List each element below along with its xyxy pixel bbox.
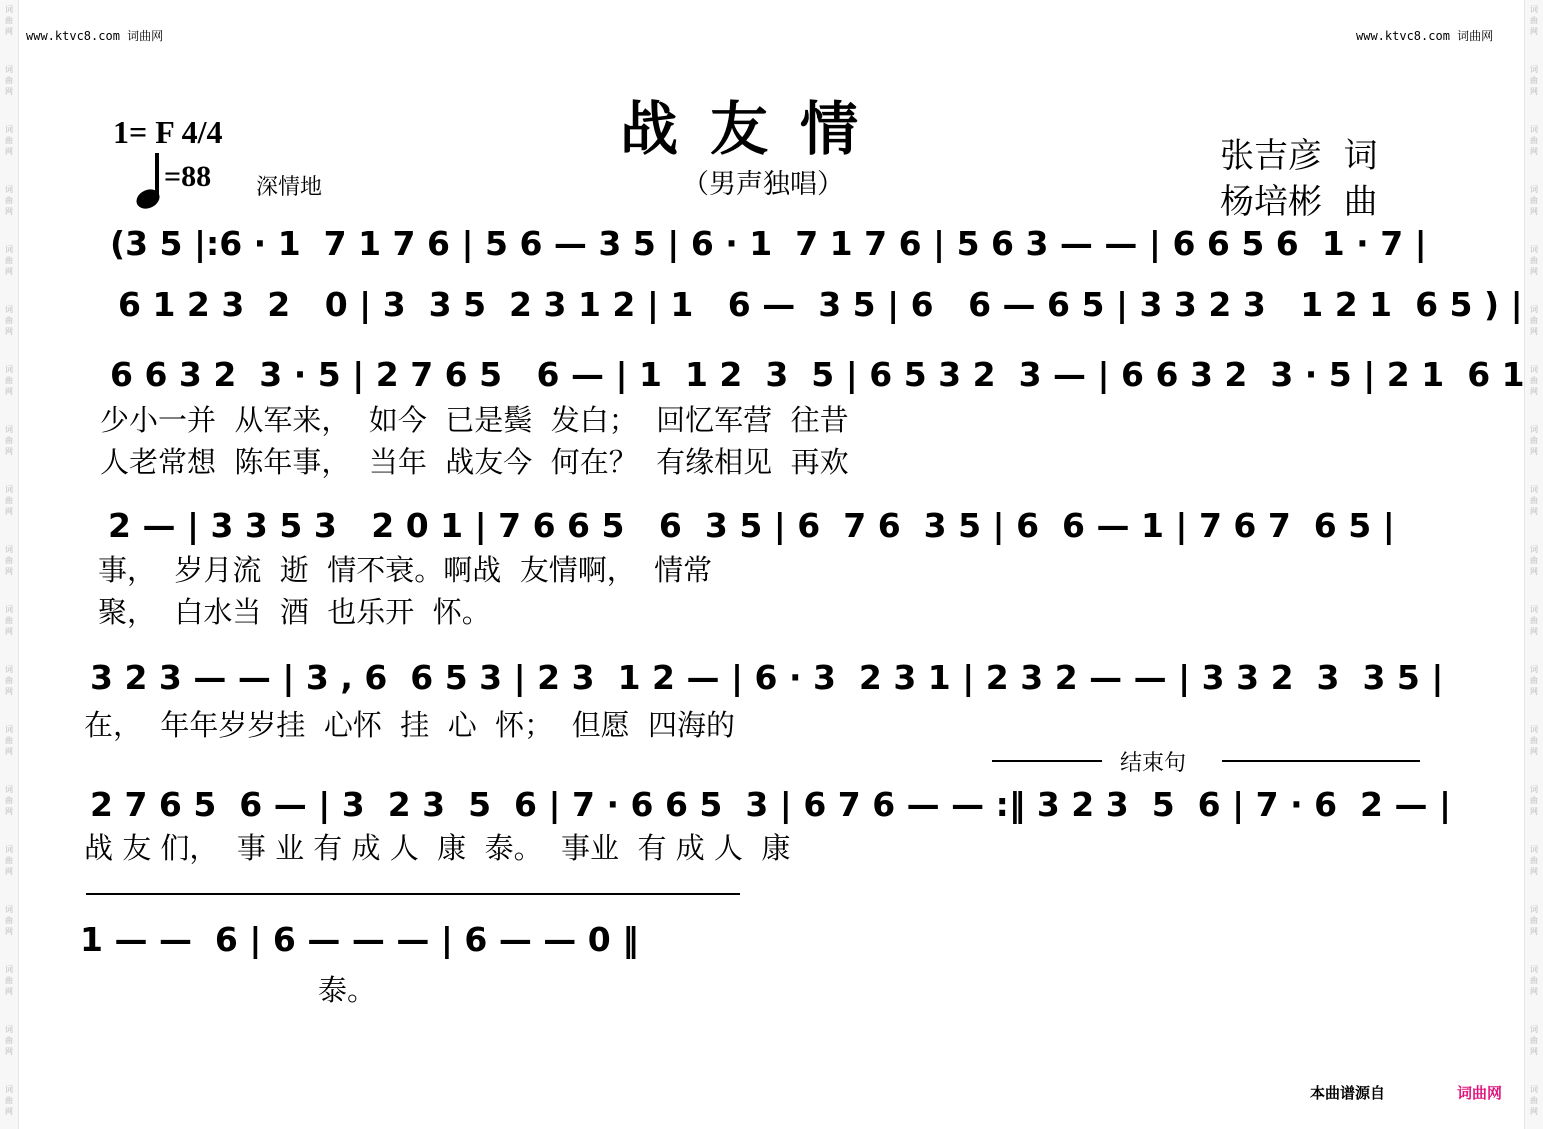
score-row-7-lyrics: 泰。: [318, 973, 377, 1007]
site-url-right[interactable]: www.ktvc8.com 词曲网: [1356, 29, 1494, 43]
ending-bracket-line-left: [992, 760, 1102, 762]
side-watermark: 词曲网: [5, 365, 13, 396]
side-watermark: 词曲网: [5, 125, 13, 156]
score-row-6-notes: 2 7 6 5 6 — | 3 2 3 5 6 | 7 · 6 6 5 3 | 6 7 6 — — :‖ 3 2 3 5 6 | 7 · 6 2 — |: [90, 785, 1452, 824]
ending-bracket-line-right: [1222, 760, 1420, 762]
expression-marking: 深情地: [256, 175, 323, 200]
side-watermark: 词曲网: [5, 425, 13, 456]
score-row-5-lyrics: 在， 年年岁岁挂 心怀 挂 心 怀； 但愿 四海的: [84, 708, 736, 742]
side-watermark: 词曲网: [5, 1085, 13, 1116]
side-watermark: 词曲网: [5, 785, 13, 816]
side-watermark: 词曲网: [5, 725, 13, 756]
side-watermark: 词曲网: [5, 185, 13, 216]
score-row-3-notes: 6 6 3 2 3 · 5 | 2 7 6 5 6 — | 1 1 2 3 5 | 6 5 3 2 3 — | 6 6 3 2 3 · 5 | 2 1 6 1: [110, 355, 1525, 394]
score-row-1-notes: (3 5 |:6 · 1 7 1 7 6 | 5 6 — 3 5 | 6 · 1 7 1 7 6 | 5 6 3 — — | 6 6 5 6 1 · 7 |: [110, 224, 1427, 263]
side-watermark: 词曲网: [5, 845, 13, 876]
side-watermark: 词曲网: [5, 485, 13, 516]
side-watermark: 词曲网: [1530, 185, 1538, 216]
side-watermark: 词曲网: [5, 245, 13, 276]
side-watermark: 词曲网: [5, 545, 13, 576]
composer-credit: 杨培彬 曲: [1220, 182, 1378, 222]
lyricist-credit: 张吉彦 词: [1220, 136, 1378, 176]
score-row-7-notes: 1 — — 6 | 6 — — — | 6 — — 0 ‖: [80, 920, 639, 959]
side-watermark: 词曲网: [5, 5, 13, 36]
side-watermark: 词曲网: [1530, 1085, 1538, 1116]
song-subtitle: （男声独唱）: [682, 169, 844, 200]
side-watermark: 词曲网: [1530, 65, 1538, 96]
side-watermark: 词曲网: [5, 605, 13, 636]
score-row-6-lyrics: 战 友 们， 事 业 有 成 人 康 泰。 事业 有 成 人 康: [84, 831, 791, 865]
right-margin-strip: [1524, 0, 1543, 1129]
score-row-5-notes: 3 2 3 — — | 3 , 6 6 5 3 | 2 3 1 2 — | 6 · 3 2 3 1 | 2 3 2 — — | 3 3 2 3 3 5 |: [90, 658, 1444, 697]
score-row-4-lyrics-verse-1: 事， 岁月流 逝 情不衰。啊战 友情啊， 情常: [98, 553, 713, 587]
side-watermark: 词曲网: [1530, 125, 1538, 156]
side-watermark: 词曲网: [1530, 305, 1538, 336]
side-watermark: 词曲网: [1530, 905, 1538, 936]
source-label: 本曲谱源自: [1310, 1084, 1386, 1102]
score-row-4-notes: 2 — | 3 3 5 3 2 0 1 | 7 6 6 5 6 3 5 | 6 7 6 3 5 | 6 6 — 1 | 7 6 7 6 5 |: [108, 506, 1395, 545]
side-watermark: 词曲网: [1530, 725, 1538, 756]
side-watermark: 词曲网: [1530, 965, 1538, 996]
song-title: 战友情: [620, 95, 891, 163]
score-row-3-lyrics-verse-1: 少小一并 从军来， 如今 已是鬓 发白； 回忆军营 往昔: [100, 403, 849, 437]
side-watermark: 词曲网: [5, 665, 13, 696]
side-watermark: 词曲网: [5, 905, 13, 936]
score-row-3-lyrics-verse-2: 人老常想 陈年事， 当年 战友今 何在？ 有缘相见 再欢: [100, 445, 849, 479]
side-watermark: 词曲网: [1530, 425, 1538, 456]
side-watermark: 词曲网: [1530, 845, 1538, 876]
side-watermark: 词曲网: [1530, 1025, 1538, 1056]
tempo-marking: =88: [164, 160, 212, 193]
side-watermark: 词曲网: [1530, 605, 1538, 636]
side-watermark: 词曲网: [1530, 245, 1538, 276]
side-watermark: 词曲网: [1530, 365, 1538, 396]
left-margin-strip: [0, 0, 19, 1129]
ending-phrase-label: 结束句: [1120, 751, 1187, 776]
quarter-note-icon: [134, 151, 168, 213]
side-watermark: 词曲网: [1530, 5, 1538, 36]
score-row-2-notes: 6 1 2 3 2 0 | 3 3 5 2 3 1 2 | 1 6 — 3 5 | 6 6 — 6 5 | 3 3 2 3 1 2 1 6 5 ) |: [118, 285, 1523, 324]
brand-logo-text[interactable]: 词曲网: [1457, 1084, 1503, 1102]
side-watermark: 词曲网: [5, 1025, 13, 1056]
key-signature: 1= F 4/4: [113, 114, 223, 150]
side-watermark: 词曲网: [5, 305, 13, 336]
side-watermark: 词曲网: [1530, 665, 1538, 696]
side-watermark: 词曲网: [5, 65, 13, 96]
side-watermark: 词曲网: [1530, 485, 1538, 516]
side-watermark: 词曲网: [5, 965, 13, 996]
site-url-left[interactable]: www.ktvc8.com 词曲网: [26, 29, 164, 43]
side-watermark: 词曲网: [1530, 545, 1538, 576]
side-watermark: 词曲网: [1530, 785, 1538, 816]
ending-bracket-line-bottom: [86, 893, 740, 895]
score-row-4-lyrics-verse-2: 聚， 白水当 酒 也乐开 怀。: [98, 595, 491, 629]
